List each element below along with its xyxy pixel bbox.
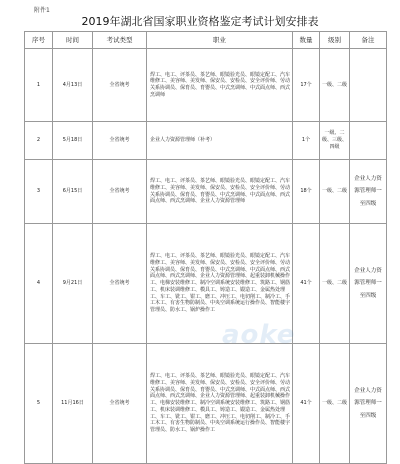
cell-type: 全省统考 bbox=[93, 160, 147, 224]
watermark: aoke bbox=[222, 320, 296, 350]
cell-occupations: 企业人力资源管理师（补考） bbox=[147, 122, 293, 160]
table-row bbox=[25, 224, 387, 344]
cell-occupations: 焊工、电工、评茶员、茶艺师、眼镜验光员、眼镜定配工、汽车维修工、美容师、美发师、保安员、安检员、安全评价师、劳动关系协调员、保育员、育婴员、中式烹调师、中式面点师、西式面点师、西式烹调师、企业人力资源管理师、起重装卸机械操作工、电梯安装维修工、制冷空调系统安装维修工、筑路工、钢筋工、机床装调维修工、模具工、铸造工、锻造工、金属热处理工、车工、铣工、钳工、磨工、冲压工、电切削工、制冷工、手工木工、有害生物防制员、中央空调系统运行操作员、智能楼宇管理员、防水工、锅炉操作工 bbox=[147, 224, 293, 344]
cell-date: 11月16日 bbox=[53, 344, 93, 464]
header-date: 时间 bbox=[53, 32, 93, 49]
header-note: 备注 bbox=[350, 32, 387, 49]
page-title: 2019年湖北省国家职业资格鉴定考试计划安排表 bbox=[81, 15, 319, 28]
cell-date: 4月13日 bbox=[53, 49, 93, 122]
attachment-label: 附件1 bbox=[34, 7, 50, 14]
cell-no: 3 bbox=[25, 160, 53, 224]
header-occupation: 职业 bbox=[147, 32, 293, 49]
table-row bbox=[25, 160, 387, 224]
cell-count: 17个 bbox=[293, 49, 320, 122]
cell-no: 1 bbox=[25, 49, 53, 122]
table-row bbox=[25, 344, 387, 464]
cell-note bbox=[350, 49, 387, 122]
table-row bbox=[25, 122, 387, 160]
cell-count: 41个 bbox=[293, 344, 320, 464]
cell-level: 一级、二级 bbox=[320, 160, 350, 224]
cell-note: 企业人力资源管理师一至四级 bbox=[350, 224, 387, 344]
cell-type: 全省统考 bbox=[93, 49, 147, 122]
exam-schedule-table bbox=[24, 31, 387, 464]
table-header-row bbox=[25, 32, 387, 49]
cell-no: 5 bbox=[25, 344, 53, 464]
cell-type: 全省统考 bbox=[93, 122, 147, 160]
cell-date: 9月21日 bbox=[53, 224, 93, 344]
cell-type: 全省统考 bbox=[93, 224, 147, 344]
cell-level: 一级、二级、三级、四级 bbox=[320, 122, 350, 160]
cell-level: 一级、二级 bbox=[320, 49, 350, 122]
cell-count: 18个 bbox=[293, 160, 320, 224]
header-count: 数量 bbox=[293, 32, 320, 49]
cell-count: 41个 bbox=[293, 224, 320, 344]
cell-no: 2 bbox=[25, 122, 53, 160]
cell-level: 一级、二级 bbox=[320, 224, 350, 344]
table-row bbox=[25, 49, 387, 122]
cell-date: 6月15日 bbox=[53, 160, 93, 224]
cell-date: 5月18日 bbox=[53, 122, 93, 160]
cell-occupations: 焊工、电工、评茶员、茶艺师、眼镜验光员、眼镜定配工、汽车维修工、美容师、美发师、保安员、安检员、安全评价师、劳动关系协调员、保育员、育婴员、中式烹调师、中式面点师、西式面点师、西式烹调师、企业人力资源管理师、起重装卸机械操作工、电梯安装维修工、制冷空调系统安装维修工、筑路工、钢筋工、机床装调维修工、模具工、铸造工、锻造工、金属热处理工、车工、铣工、钳工、磨工、冲压工、电切削工、制冷工、手工木工、有害生物防制员、中央空调系统运行操作员、智能楼宇管理员、防水工、锅炉操作工 bbox=[147, 344, 293, 464]
cell-note bbox=[350, 122, 387, 160]
header-no: 序号 bbox=[25, 32, 53, 49]
cell-count: 1个 bbox=[293, 122, 320, 160]
cell-occupations: 焊工、电工、评茶员、茶艺师、眼镜验光员、眼镜定配工、汽车维修工、美容师、美发师、保安员、安检员、安全评价师、劳动关系协调员、保育员、育婴员、中式烹调师、中式面点师、西式烹调师 bbox=[147, 49, 293, 122]
cell-no: 4 bbox=[25, 224, 53, 344]
cell-note: 企业人力资源管理师一至四级 bbox=[350, 160, 387, 224]
cell-occupations: 焊工、电工、评茶员、茶艺师、眼镜验光员、眼镜定配工、汽车维修工、美容师、美发师、保安员、安检员、安全评价师、劳动关系协调员、保育员、育婴员、中式烹调师、中式面点师、西式面点师、西式烹调师、企业人力资源管理师 bbox=[147, 160, 293, 224]
header-level: 级别 bbox=[320, 32, 350, 49]
cell-level: 一级、二级 bbox=[320, 344, 350, 464]
cell-type: 全省统考 bbox=[93, 344, 147, 464]
cell-note: 企业人力资源管理师一至四级 bbox=[350, 344, 387, 464]
header-type: 考试类型 bbox=[93, 32, 147, 49]
